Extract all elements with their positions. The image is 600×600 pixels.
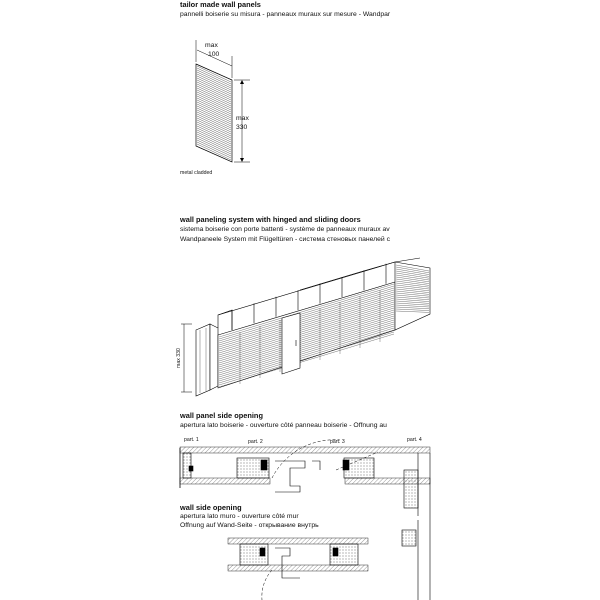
plan-detail-wall-side bbox=[228, 520, 430, 600]
section-subtitle-tailor-made: pannelli boiserie su misura - panneaux muraux sur mesure - Wandpar bbox=[180, 11, 391, 18]
panel-illustration bbox=[196, 40, 250, 162]
paneling-system-illustration bbox=[181, 258, 430, 396]
section-title-panel-side-opening: wall panel side opening bbox=[180, 411, 263, 420]
part-label-3: part. 3 bbox=[330, 439, 345, 445]
part-label-4: part. 4 bbox=[407, 437, 422, 443]
section-subtitle-paneling-2: Wandpaneele System mit Flügeltüren - система стеновых панелей с bbox=[180, 236, 391, 243]
section-subtitle-paneling-1: sistema boiserie con porte battenti - système de panneaux muraux av bbox=[180, 226, 390, 233]
section-title-wall-side-opening: wall side opening bbox=[180, 503, 242, 512]
dim-max-330-label: max 330 bbox=[176, 348, 182, 368]
dim-width-value: 100 bbox=[208, 51, 220, 58]
section-subtitle-panel-side-opening: apertura lato boiserie - ouverture côté panneau boiserie - Öffnung au bbox=[180, 422, 387, 429]
caption-metal-cladded: metal cladded bbox=[180, 170, 213, 176]
dim-height-value: 330 bbox=[236, 124, 248, 131]
section-title-paneling-system: wall paneling system with hinged and sliding doors bbox=[180, 215, 361, 224]
section-subtitle-wall-side-1: apertura lato muro - ouverture côté mur bbox=[180, 513, 299, 520]
section-subtitle-wall-side-2: Öffnung auf Wand-Seite - открывание внутрь bbox=[180, 522, 319, 529]
part-label-2: part. 2 bbox=[248, 439, 263, 445]
plan-detail-panel-side bbox=[180, 440, 430, 520]
dim-width-label: max bbox=[205, 42, 218, 49]
dim-height-label: max bbox=[236, 115, 249, 122]
section-title-tailor-made: tailor made wall panels bbox=[180, 0, 261, 9]
part-label-1: part. 1 bbox=[184, 437, 199, 443]
